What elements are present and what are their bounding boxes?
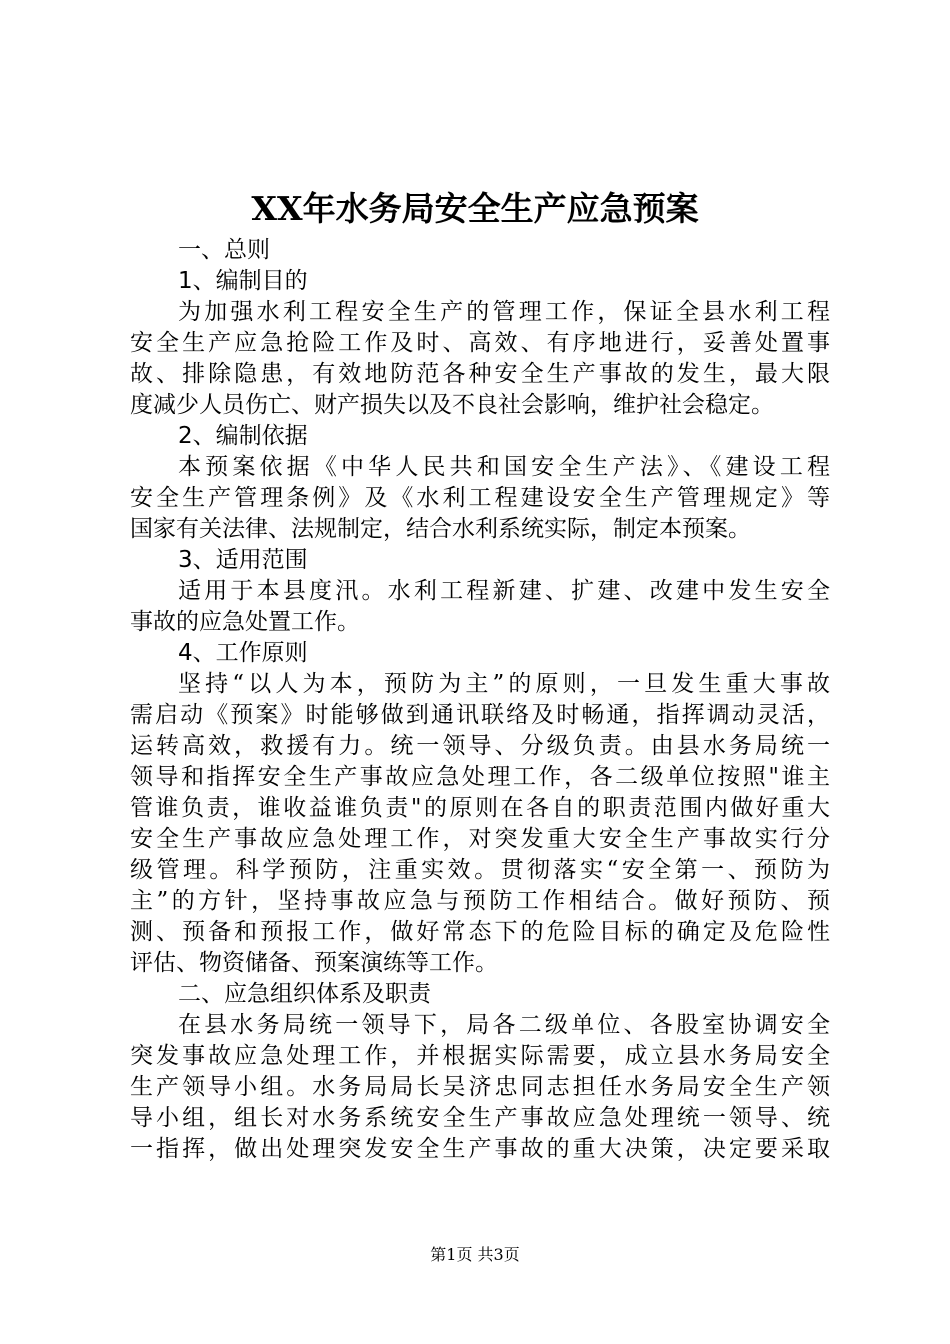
- paragraph-line: 导小组，组长对水务系统安全生产事故应急处理统一领导、统: [130, 1105, 830, 1131]
- section-heading: 2、编制依据: [178, 423, 308, 449]
- paragraph-line: 主”的方针，坚持事故应急与预防工作相结合。做好预防、预: [130, 888, 830, 914]
- paragraph-line: 事故的应急处置工作。: [130, 609, 360, 635]
- page-footer: 第1页 共3页: [430, 1245, 520, 1264]
- paragraph-line: 安全生产事故应急处理工作，对突发重大安全生产事故实行分: [130, 826, 830, 852]
- section-heading: 3、适用范围: [178, 547, 308, 573]
- paragraph-line: 为加强水利工程安全生产的管理工作，保证全县水利工程: [178, 299, 830, 325]
- paragraph-line: 级管理。科学预防，注重实效。贯彻落实“安全第一、预防为: [130, 857, 830, 883]
- paragraph-line: 一指挥，做出处理突发安全生产事故的重大决策，决定要采取: [130, 1136, 830, 1162]
- paragraph-line: 本预案依据《中华人民共和国安全生产法》、《建设工程: [178, 454, 830, 480]
- section-heading: 一、总则: [178, 237, 270, 263]
- section-heading: 二、应急组织体系及职责: [178, 981, 431, 1007]
- paragraph-line: 坚持“以人为本，预防为主”的原则，一旦发生重大事故: [178, 671, 830, 697]
- paragraph: [130, 297, 830, 421]
- paragraph: [130, 576, 830, 638]
- document-title: XX年水务局安全生产应急预案: [251, 189, 699, 228]
- paragraph: [130, 1010, 830, 1165]
- paragraph-line: 测、预备和预报工作，做好常态下的危险目标的确定及危险性: [130, 919, 830, 945]
- paragraph: [130, 452, 830, 545]
- paragraph-line: 故、排除隐患，有效地防范各种安全生产事故的发生，最大限: [130, 361, 830, 387]
- paragraph-line: 运转高效，救援有力。统一领导、分级负责。由县水务局统一: [130, 733, 830, 759]
- paragraph-line: 安全生产应急抢险工作及时、高效、有序地进行，妥善处置事: [130, 330, 830, 356]
- paragraph-line: 适用于本县度汛。水利工程新建、扩建、改建中发生安全: [178, 578, 830, 604]
- paragraph: [130, 669, 830, 979]
- paragraph-line: 需启动《预案》时能够做到通讯联络及时畅通，指挥调动灵活，: [130, 702, 830, 728]
- paragraph-line: 在县水务局统一领导下，局各二级单位、各股室协调安全: [178, 1012, 830, 1038]
- paragraph-line: 安全生产管理条例》及《水利工程建设安全生产管理规定》等: [130, 485, 830, 511]
- paragraph-line: 评估、物资储备、预案演练等工作。: [130, 950, 498, 976]
- section-heading: 1、编制目的: [178, 268, 308, 294]
- paragraph-line: 度减少人员伤亡、财产损失以及不良社会影响，维护社会稳定。: [130, 392, 774, 418]
- document-body: [130, 235, 830, 1165]
- section-heading: 4、工作原则: [178, 640, 308, 666]
- paragraph-line: 管谁负责，谁收益谁负责"的原则在各自的职责范围内做好重大: [130, 795, 830, 821]
- paragraph-line: 生产领导小组。水务局局长吴济忠同志担任水务局安全生产领: [130, 1074, 830, 1100]
- paragraph-line: 突发事故应急处理工作，并根据实际需要，成立县水务局安全: [130, 1043, 830, 1069]
- paragraph-line: 国家有关法律、法规制定，结合水利系统实际，制定本预案。: [130, 516, 751, 542]
- paragraph-line: 领导和指挥安全生产事故应急处理工作，各二级单位按照"谁主: [130, 764, 830, 790]
